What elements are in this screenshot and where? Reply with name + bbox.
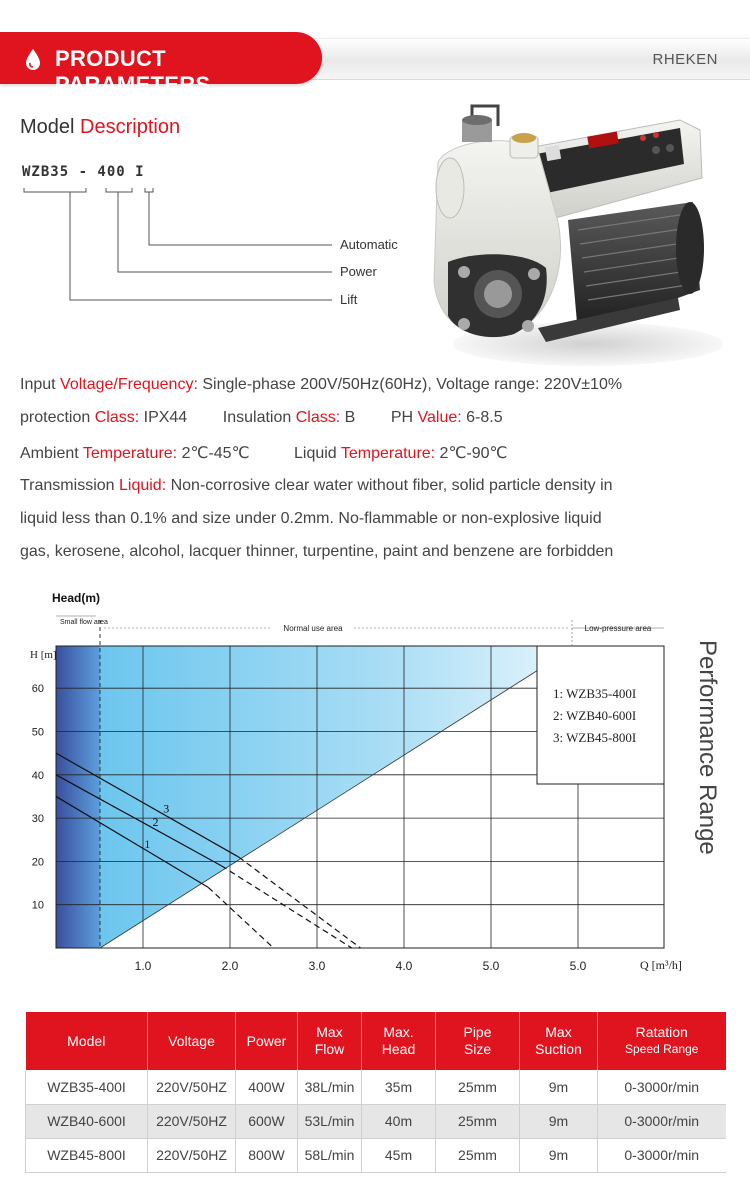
y-tick-label: 40 bbox=[31, 769, 44, 782]
spec-segment: Transmission bbox=[20, 477, 119, 494]
table-cell: 0-3000r/min bbox=[598, 1104, 726, 1138]
table-cell: WZB40-600I bbox=[26, 1104, 148, 1138]
header-line: Speed Range bbox=[625, 1042, 699, 1056]
header-line: Model bbox=[67, 1032, 106, 1049]
spec-segment: Single-phase 200V/50Hz(60Hz), Voltage range: 220V±10% bbox=[197, 376, 623, 393]
table-cell: 53L/min bbox=[298, 1104, 362, 1138]
chart-title: Performance Range bbox=[694, 640, 721, 855]
x-tick-label: 2.0 bbox=[221, 959, 239, 973]
table-cell: 220V/50HZ bbox=[148, 1104, 236, 1138]
table-header-cell bbox=[520, 1012, 598, 1070]
table-cell: 0-3000r/min bbox=[598, 1070, 726, 1104]
x-axis-unit: Q [m³/h] bbox=[640, 958, 682, 972]
brand-name: RHEKEN bbox=[652, 51, 718, 68]
table-cell: 9m bbox=[520, 1138, 598, 1172]
x-tick-label: 3.0 bbox=[308, 959, 326, 973]
legend-entry: 2: WZB40-600I bbox=[553, 708, 637, 723]
spec-segment: gas, kerosene, alcohol, lacquer thinner, turpentine, paint and benzene are forbidden bbox=[20, 543, 614, 560]
x-tick-label: 1.0 bbox=[134, 959, 152, 973]
x-tick-label: 5.0 bbox=[569, 959, 587, 973]
series-line-dashed bbox=[239, 857, 361, 948]
pump-product-image bbox=[418, 102, 733, 374]
header-line: Max. bbox=[383, 1024, 414, 1040]
model-title-word: Model bbox=[20, 116, 81, 138]
table-header-cell bbox=[436, 1012, 520, 1070]
table-cell: 25mm bbox=[436, 1138, 520, 1172]
legend-entry: 1: WZB35-400I bbox=[553, 686, 637, 701]
chart-title-vertical bbox=[690, 640, 730, 880]
table-row bbox=[26, 1070, 726, 1104]
series-label: 2 bbox=[152, 815, 159, 830]
table-header-cell bbox=[236, 1012, 298, 1070]
spec-segment: protection bbox=[20, 409, 95, 426]
label-automatic: Automatic bbox=[340, 237, 398, 252]
spec-segment: 2℃-90℃ bbox=[435, 445, 508, 462]
header-line: Voltage bbox=[168, 1032, 215, 1049]
y-axis-title: Head(m) bbox=[52, 591, 101, 605]
spec-segment: Temperature: bbox=[82, 445, 178, 462]
table-cell: 38L/min bbox=[298, 1070, 362, 1104]
label-lift: Lift bbox=[340, 292, 358, 307]
table-header-cell bbox=[362, 1012, 436, 1070]
performance-chart bbox=[0, 580, 750, 980]
table-cell: 220V/50HZ bbox=[148, 1070, 236, 1104]
spec-segment: Liquid: bbox=[118, 477, 167, 494]
model-code: WZB35 - 400 I bbox=[22, 164, 145, 180]
small-flow-area-label: Small flow area bbox=[60, 619, 108, 626]
normal-use-area-label: Normal use area bbox=[283, 624, 343, 633]
table-header-cell bbox=[598, 1012, 726, 1070]
spec-segment: Non-corrosive clear water without fiber, solid particle density in bbox=[166, 477, 613, 494]
header-line: Flow bbox=[314, 1041, 345, 1057]
table-cell: 45m bbox=[362, 1138, 436, 1172]
spec-segment: Class: bbox=[94, 409, 140, 426]
header-line: Max bbox=[545, 1024, 572, 1040]
table-header-cell bbox=[298, 1012, 362, 1070]
table-header-row bbox=[26, 1012, 726, 1070]
spec-line-temperature bbox=[20, 443, 508, 463]
table-header-cell bbox=[26, 1012, 148, 1070]
table-cell: 220V/50HZ bbox=[148, 1138, 236, 1172]
table-cell: 800W bbox=[236, 1138, 298, 1172]
spec-segment: Class: bbox=[295, 409, 341, 426]
series-label: 3 bbox=[163, 801, 170, 816]
table-header-cell bbox=[148, 1012, 236, 1070]
x-tick-label: 5.0 bbox=[482, 959, 500, 973]
small-flow-band bbox=[56, 646, 100, 948]
table-cell: WZB35-400I bbox=[26, 1070, 148, 1104]
parameters-table bbox=[25, 1012, 726, 1173]
y-axis-unit: H [m] bbox=[30, 649, 57, 661]
y-tick-label: 50 bbox=[31, 726, 44, 739]
table-cell: 25mm bbox=[436, 1104, 520, 1138]
spec-line-liquid bbox=[20, 477, 613, 495]
spec-segment: Input bbox=[20, 376, 61, 393]
header-line: Max bbox=[316, 1024, 343, 1040]
table-cell: 9m bbox=[520, 1104, 598, 1138]
y-tick-label: 60 bbox=[31, 683, 44, 696]
header-line: Power bbox=[246, 1032, 287, 1049]
table-cell: 58L/min bbox=[298, 1138, 362, 1172]
spec-line-voltage bbox=[20, 376, 622, 394]
header-line: Pipe bbox=[463, 1024, 492, 1040]
spec-segment: IPX44 Insulation bbox=[139, 409, 296, 426]
label-power: Power bbox=[340, 264, 377, 279]
y-tick-label: 10 bbox=[31, 899, 44, 912]
table-cell: 25mm bbox=[436, 1070, 520, 1104]
series-line-dashed bbox=[208, 887, 273, 948]
x-tick-label: 4.0 bbox=[395, 959, 413, 973]
y-tick-label: 20 bbox=[31, 856, 44, 869]
spec-segment: Ambient bbox=[20, 445, 83, 462]
series-line-dashed bbox=[221, 866, 351, 948]
spec-line-forbidden bbox=[20, 543, 613, 561]
table-row bbox=[26, 1104, 726, 1138]
series-label: 1 bbox=[144, 836, 151, 851]
table-cell: 40m bbox=[362, 1104, 436, 1138]
header-line: Head bbox=[381, 1041, 416, 1057]
spec-segment: Temperature: bbox=[340, 445, 436, 462]
table-row bbox=[26, 1138, 726, 1172]
table-cell: 35m bbox=[362, 1070, 436, 1104]
header-line: Ratation bbox=[635, 1024, 688, 1040]
spec-line-liquid-cont bbox=[20, 510, 602, 528]
spec-segment: Value: bbox=[417, 409, 462, 426]
spec-segment: liquid less than 0.1% and size under 0.2mm. No-flammable or non-explosive liquid bbox=[20, 510, 602, 527]
spec-line-class bbox=[20, 409, 503, 427]
table-cell: WZB45-800I bbox=[26, 1138, 148, 1172]
low-pressure-area-label: Low-pressure area bbox=[584, 624, 652, 633]
table-cell: 600W bbox=[236, 1104, 298, 1138]
table-cell: 0-3000r/min bbox=[598, 1138, 726, 1172]
y-tick-label: 30 bbox=[31, 813, 44, 826]
spec-segment: Voltage/Frequency: bbox=[60, 376, 198, 393]
model-title-highlight: Description bbox=[80, 116, 181, 138]
header-title: PRODUCT PARAMETERS bbox=[55, 46, 211, 97]
spec-segment: B PH bbox=[340, 409, 418, 426]
header-line: Suction bbox=[535, 1041, 582, 1057]
legend-entry: 3: WZB45-800I bbox=[553, 730, 637, 745]
spec-segment: 2℃-45℃ Liquid bbox=[177, 445, 341, 462]
header-line: Size bbox=[463, 1041, 492, 1057]
table-cell: 9m bbox=[520, 1070, 598, 1104]
table-cell: 400W bbox=[236, 1070, 298, 1104]
spec-segment: 6-8.5 bbox=[461, 409, 503, 426]
